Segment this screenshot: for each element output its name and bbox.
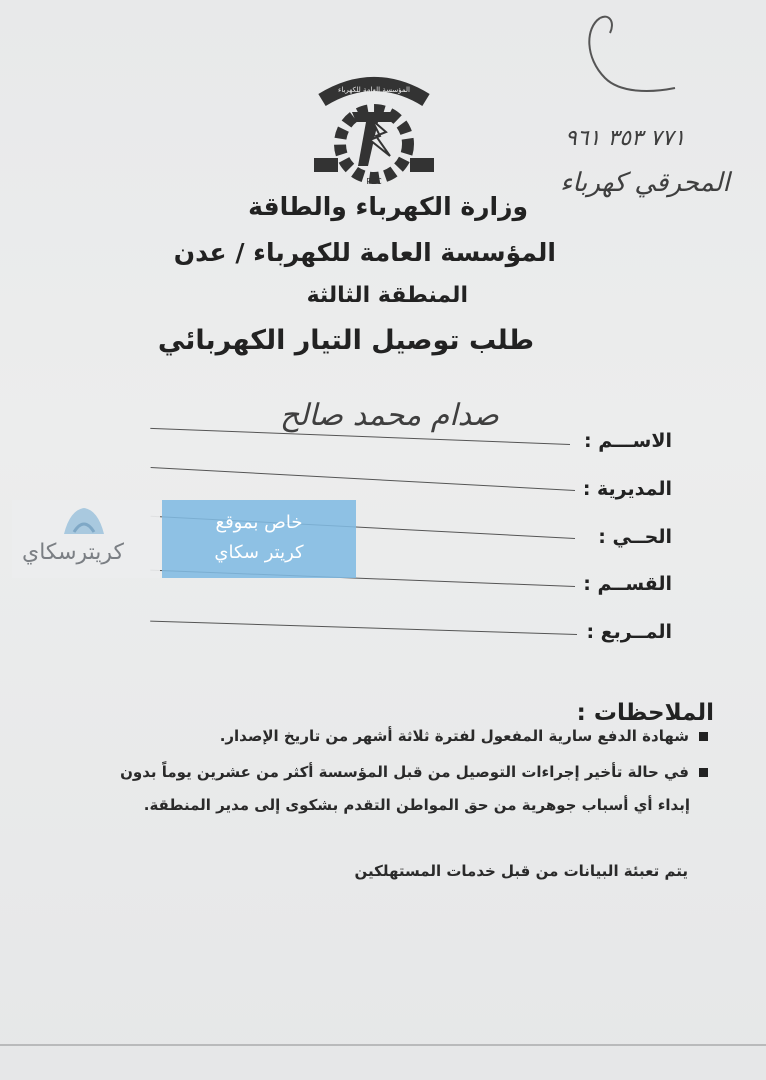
note-item bbox=[355, 862, 688, 880]
logo-abbr: PEC bbox=[366, 177, 382, 186]
page-edge bbox=[0, 1044, 766, 1046]
handwritten-phone: ٧٧١ ٣٥٣ ٩٦١ bbox=[565, 126, 686, 151]
zone-title: المنطقة الثالثة bbox=[306, 283, 468, 308]
field-label-directorate: المديرية : bbox=[582, 478, 672, 500]
pec-logo-icon bbox=[312, 70, 436, 188]
field-label-section: القســم : bbox=[583, 573, 672, 595]
handwritten-name: صدام محمد صالح bbox=[280, 398, 499, 433]
handwritten-scribble bbox=[580, 8, 690, 98]
handwritten-place: المحرقي كهرباء bbox=[560, 168, 730, 198]
logo-arc-text: المؤسسة العامة للكهرباء bbox=[338, 86, 410, 94]
corporation-title: المؤسسة العامة للكهرباء / عدن bbox=[173, 238, 556, 267]
watermark-line1: خاص بموقع bbox=[215, 512, 303, 533]
note-text: شهادة الدفع سارية المفعول لفترة ثلاثة أشهر من تاريخ الإصدار. bbox=[219, 727, 689, 745]
note-text: في حالة تأخير إجراءات التوصيل من قبل المؤسسة أكثر من عشرين يوماً بدون bbox=[120, 763, 689, 781]
watermark-emblem-icon bbox=[60, 504, 108, 538]
bullet-icon bbox=[699, 732, 708, 741]
note-item bbox=[220, 727, 708, 745]
watermark-line2: كريتر سكاي bbox=[214, 542, 304, 563]
form-title: طلب توصيل التيار الكهربائي bbox=[157, 325, 534, 356]
note-text: إبداء أي أسباب جوهرية من حق المواطن التقدم بشكوى إلى مدير المنطقة. bbox=[143, 796, 690, 814]
ministry-title: وزارة الكهرباء والطاقة bbox=[248, 192, 528, 221]
bullet-icon bbox=[699, 768, 708, 777]
notes-heading: الملاحظات : bbox=[576, 700, 714, 726]
field-label-district: الحــي : bbox=[598, 526, 672, 548]
field-label-block: المــربع : bbox=[586, 621, 672, 643]
note-item bbox=[120, 763, 708, 781]
watermark-brand-text: كريترسكاي bbox=[22, 540, 125, 565]
note-text: يتم تعبئة البيانات من قبل خدمات المستهلكين bbox=[354, 862, 688, 880]
note-item bbox=[144, 796, 690, 814]
field-label-name: الاســـم : bbox=[584, 430, 672, 452]
